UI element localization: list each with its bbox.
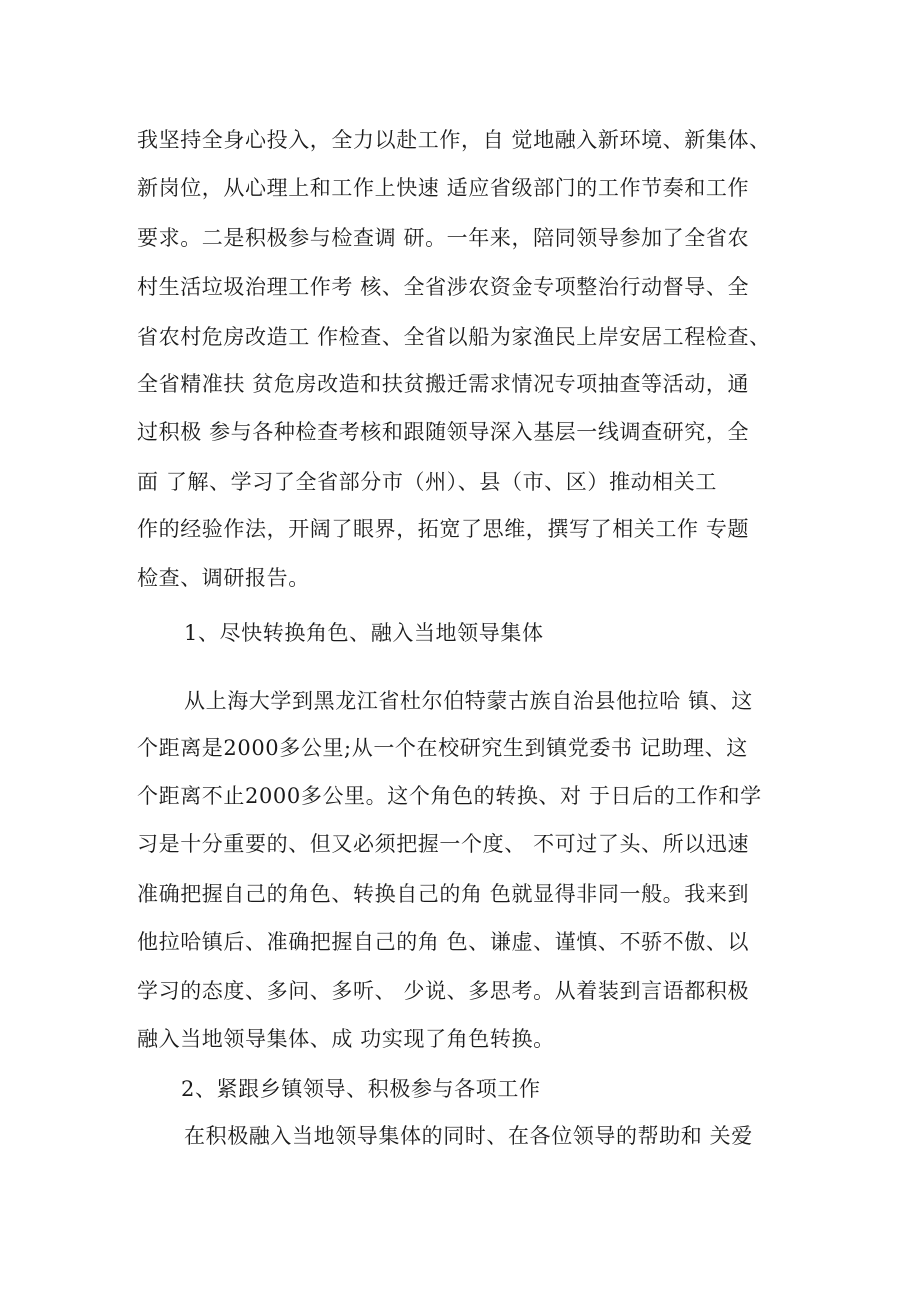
paragraph-3-line-1: 在积极融入当地领导集体的同时、在各位领导的帮助和 关爱 [184,1124,753,1148]
paragraph-2-line-1: 从上海大学到黑龙江省杜尔伯特蒙古族自治县他拉哈 镇、这 [184,689,753,713]
paragraph-1-line-2: 新岗位，从心理上和工作上快速 适应省级部门的工作节奏和工作 [137,176,750,200]
paragraph-1-line-5: 省农村危房改造工 作检查、全省以船为家渔民上岸安居工程检查、 [137,325,771,349]
paragraph-2-line-3: 个距离不止2000多公里。这个角色的转换、对 于日后的工作和学 [137,784,762,808]
paragraph-2-line-2: 个距离是2000多公里;从一个在校研究生到镇党委书 记助理、这 [137,736,748,760]
paragraph-2-line-5: 准确把握自己的角色、转换自己的角 色就显得非同一般。我来到 [137,882,750,906]
paragraph-1-line-3: 要求。二是积极参与检查调 研。一年来，陪同领导参加了全省农 [137,226,750,250]
paragraph-2-line-8: 融入当地领导集体、成 功实现了角色转换。 [137,1027,555,1051]
paragraph-1-line-1: 我坚持全身心投入，全力以赴工作，自 觉地融入新环境、新集体、 [137,128,771,152]
paragraph-2-line-7: 学习的态度、多问、多听、 少说、多思考。从着装到言语都积极 [137,979,750,1003]
paragraph-1-line-8: 面 了解、学习了全省部分市（州）、县（市、区）推动相关工 [137,470,717,494]
paragraph-1-line-6: 全省精准扶 贫危房改造和扶贫搬迁需求情况专项抽查等活动，通 [137,372,750,396]
paragraph-1-line-10: 检查、调研报告。 [137,566,310,590]
section-heading-1: 1、尽快转换角色、融入当地领导集体 [184,621,544,645]
paragraph-1-line-9: 作的经验作法，开阔了眼界，拓宽了思维，撰写了相关工作 专题 [137,517,750,541]
paragraph-2-line-6: 他拉哈镇后、准确把握自己的角 色、谦虚、谨慎、不骄不傲、以 [137,930,750,954]
paragraph-1-line-7: 过积极 参与各种检查考核和跟随领导深入基层一线调查研究，全 [137,420,750,444]
paragraph-1-line-4: 村生活垃圾治理工作考 核、全省涉农资金专项整治行动督导、全 [137,275,750,299]
paragraph-2-line-4: 习是十分重要的、但又必须把握一个度、 不可过了头、所以迅速 [137,832,750,856]
section-heading-2: 2、紧跟乡镇领导、积极参与各项工作 [181,1077,541,1101]
